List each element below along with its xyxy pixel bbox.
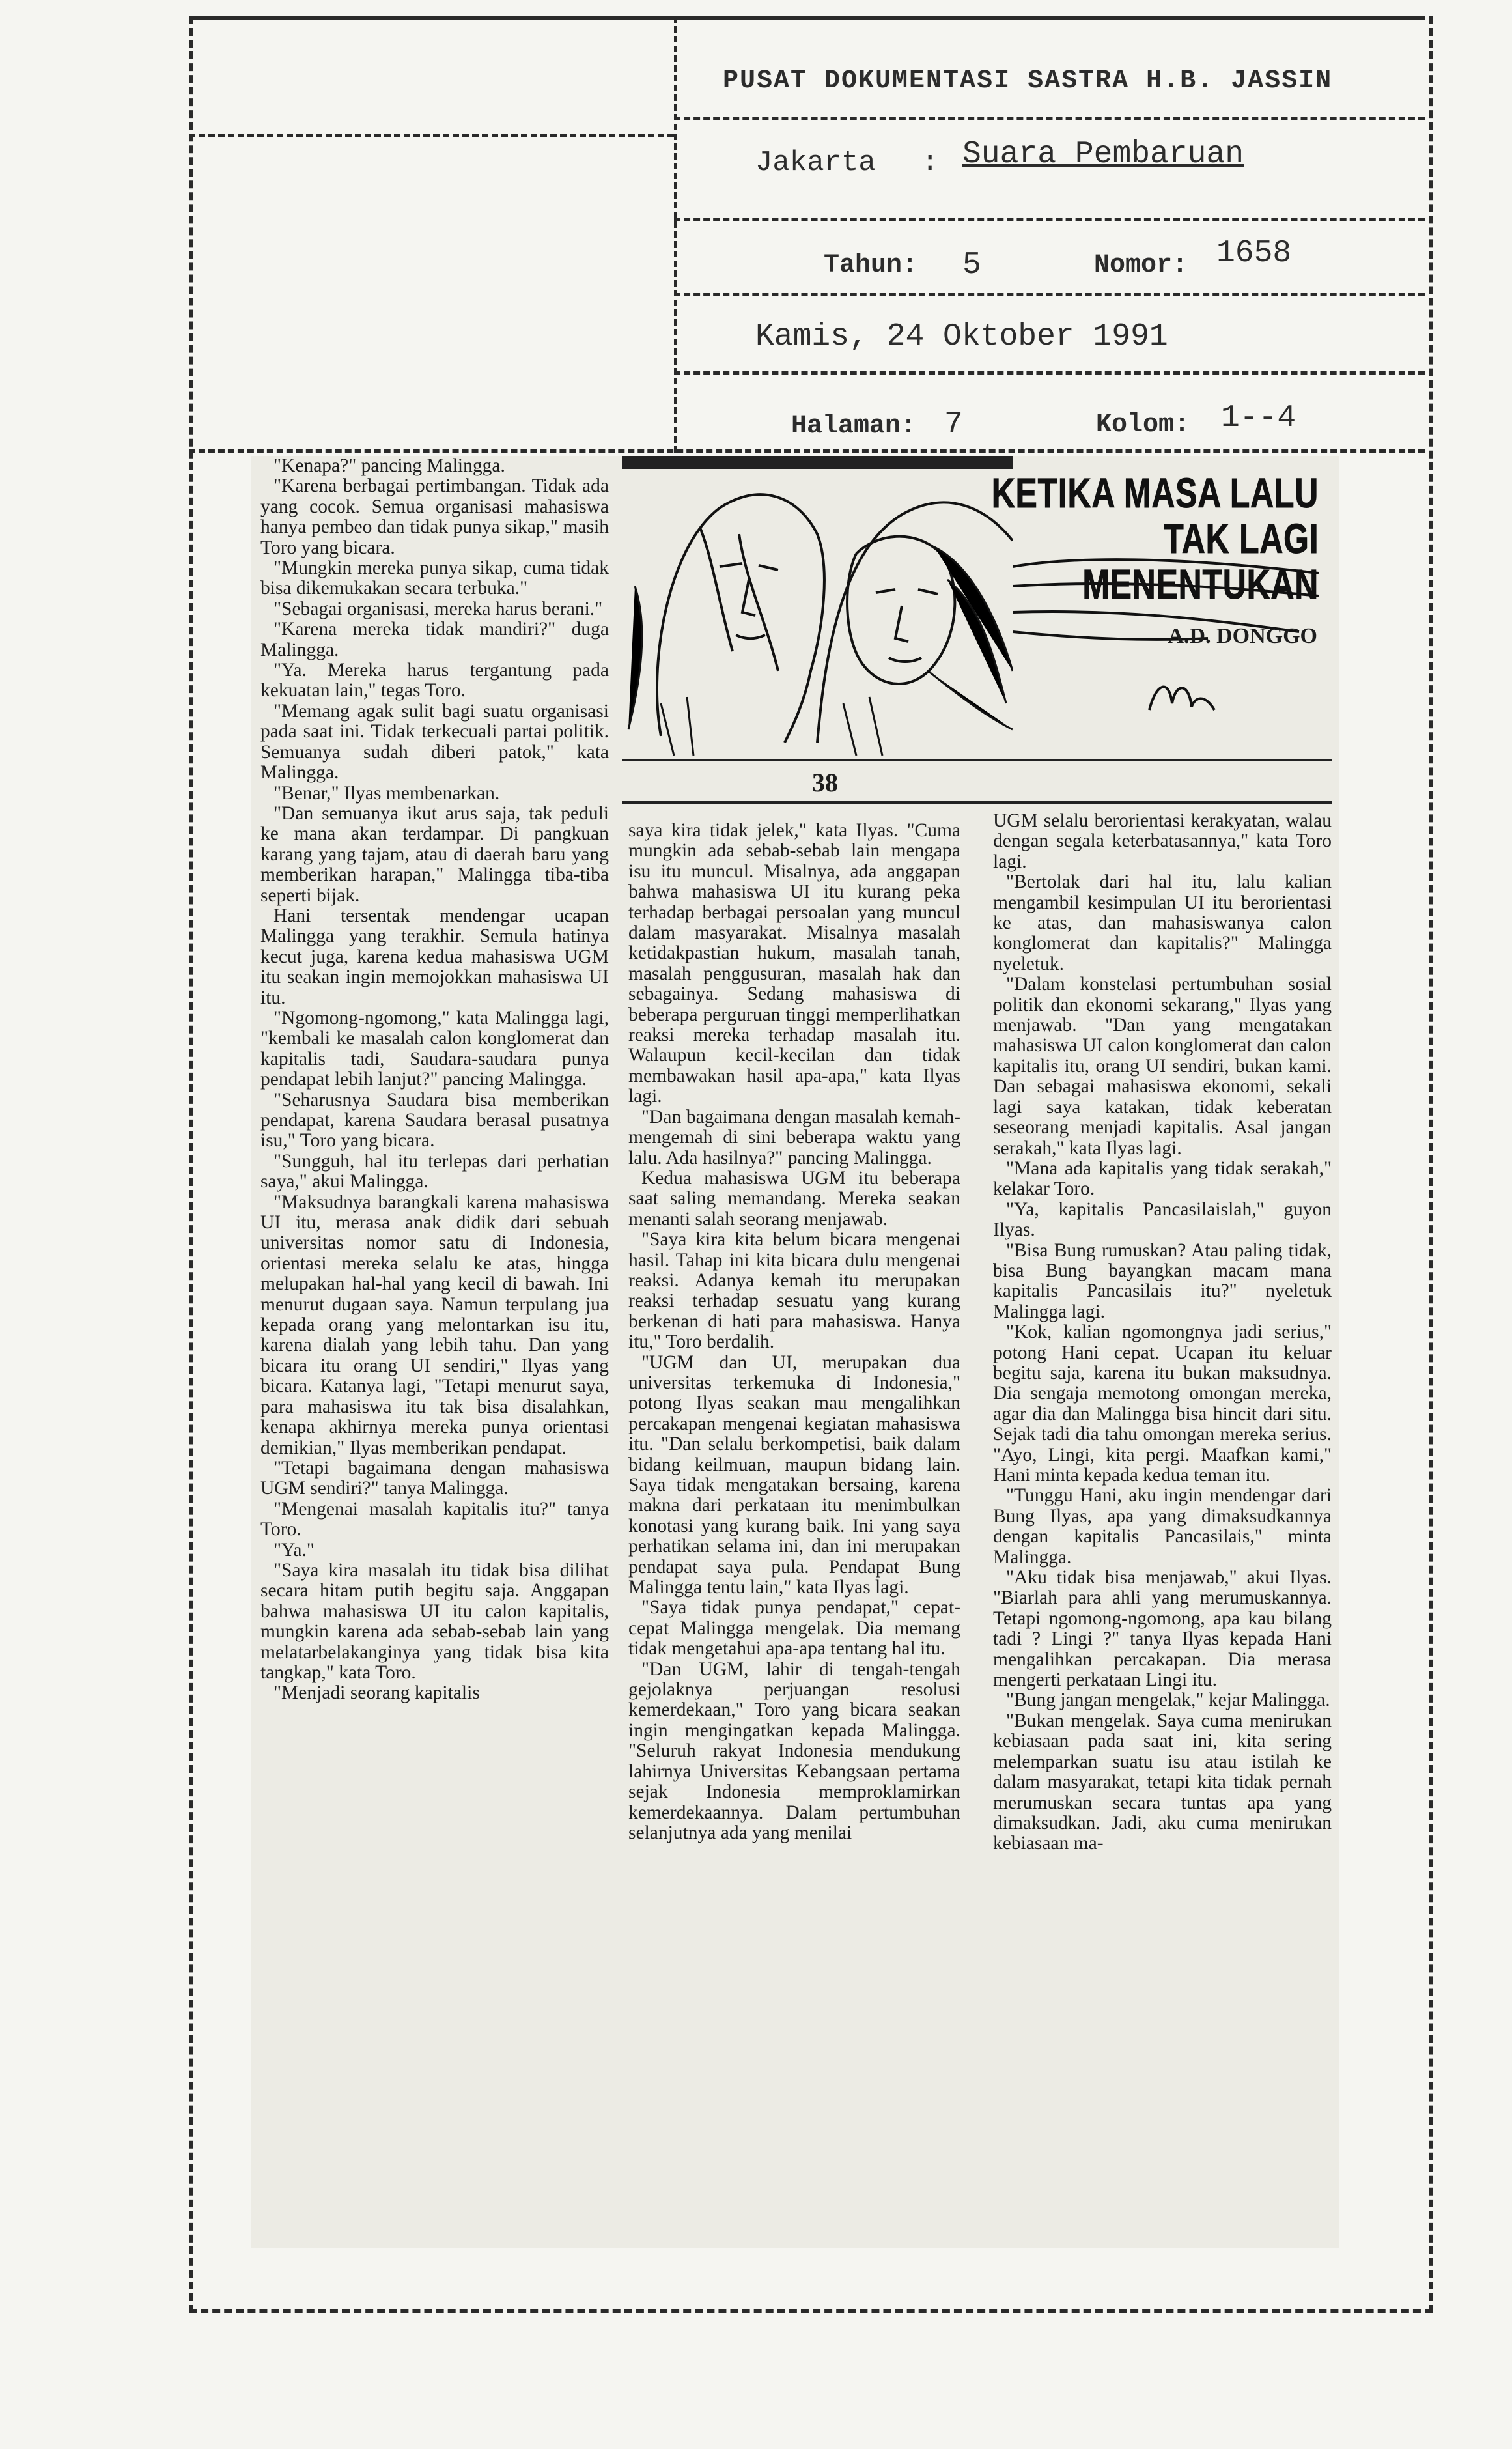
artist-signature-icon xyxy=(1143,671,1221,723)
tahun-value: 5 xyxy=(962,248,981,283)
paragraph: "Mana ada kapitalis yang tidak serakah," kelakar Toro. xyxy=(993,1157,1332,1200)
paragraph: "Menjadi seorang kapitalis xyxy=(273,1682,480,1704)
illustration-two-faces xyxy=(622,456,1013,756)
article-author: A.D. DONGGO xyxy=(1168,624,1317,648)
paragraph: "Saya kira masalah itu tidak bisa dilihat secara hitam putih begitu saja. Anggapan bahwa mahasiswa UI itu calon kapitalis, mungkin karena ada sebab-sebab lain yang melatarbelakanginya yang tidak bisa kita tangkap," kata Toro. xyxy=(260,1559,609,1683)
form-rule-1 xyxy=(674,117,1425,120)
paragraph: "Bertolak dari hal itu, lalu kalian mengambil kesimpulan UI itu berorientasi ke atas, dan mahasiswanya calon konglomerat dan kapitalis?" Malingga nyeletuk. xyxy=(993,871,1332,974)
paragraph: "Karena mereka tidak mandiri?" duga Malingga. xyxy=(260,619,609,660)
paragraph: "UGM dan UI, merupakan dua universitas terkemuka di Indonesia," potong Ilyas seakan mau mengalihkan percakapan mengenai kegiatan mahasiswa itu. "Dan selalu berkompetisi, baik dalam bidang keilmuan, maupun bidang lain. Saya tidak mengatakan bersaing, karena makna dari perkataan itu menimbulkan konotasi yang kurang baik. Ini yang saya perhatikan selama ini, dan ini merupakan pendapat saya pula. Pendapat Bung Malingga tentu lain," kata Ilyas lagi. xyxy=(628,1352,960,1598)
article-column-1 xyxy=(260,456,609,1704)
paragraph: "Seharusnya Saudara bisa memberikan pendapat, karena Saudara berasal pusatnya isu," Toro yang bicara. xyxy=(260,1089,609,1152)
form-rule-3 xyxy=(674,293,1425,296)
paragraph: "Saya tidak punya pendapat," cepat-cepat Malingga mengelak. Dia memang tidak mengetahui apa-apa tentang hal itu. xyxy=(628,1597,960,1660)
paragraph: Hani tersentak mendengar ucapan Malingga yang terakhir. Semula hatinya kecut juga, karena kedua mahasiswa UGM itu seakan ingin memojokkan mahasiswa UI itu. xyxy=(260,905,609,1008)
nomor-label: Nomor: xyxy=(1094,251,1188,280)
publication-name: Suara Pembaruan xyxy=(962,137,1244,172)
city-label: Jakarta xyxy=(755,147,876,179)
city-separator: : xyxy=(921,147,939,179)
paragraph: "Benar," Ilyas membenarkan. xyxy=(273,782,500,804)
paragraph: saya kira tidak jelek," kata Ilyas. "Cuma mungkin ada sebab-sebab lain mengapa isu itu muncul. Misalnya, ada anggapan bahwa mahasiswa UI itu kurang peka terhadap berbagai persoalan yang muncul dalam masyarakat. Misalnya masalah ketidakpastian hukum, masalah tanah, masalah penggusuran, masalah hak dan sebagainya. Sedang mahasiswa di beberapa perguruan tinggi memperlihatkan reaksi mereka terhadap masalah itu. Walaupun kecil-kecilan dan tidak membawakan hasil apa-apa," kata Ilyas lagi. xyxy=(628,820,960,1107)
halaman-value: 7 xyxy=(944,407,963,442)
form-divider-vertical xyxy=(674,16,677,453)
paragraph: "Maksudnya barangkali karena mahasiswa UI itu, merasa anak didik dari sebuah universitas nomor satu di Indonesia, orientasi mereka selalu ke atas, hingga melupakan hal-hal yang kecil di bawah. Ini menurut dugaan saya. Namun terpulang jua kepada orang yang melontarkan isu itu, karena dialah yang lebih tahu. Dan yang bicara itu orang UI sendiri," Ilyas yang bicara. Katanya lagi, "Tetapi menurut saya, para mahasiswa itu tak bisa disalahkan, kenapa akhirnya mereka punya orientasi demikian," Ilyas memberikan pendapat. xyxy=(260,1191,609,1458)
article-column-3 xyxy=(993,811,1332,1854)
paragraph: "Mengenai masalah kapitalis itu?" tanya Toro. xyxy=(260,1498,609,1540)
article-title-line-3: MENENTUKAN xyxy=(1082,561,1319,608)
paragraph: "Aku tidak bisa menjawab," akui Ilyas. "Biarlah para ahli yang merumuskannya. Tetapi ngomong-ngomong, apa kau bilang tadi ? Lingi ?" tanya Ilyas kepada Hani mengalihkan percakapan. Dia merasa mengerti perkataan Lingi itu. xyxy=(993,1567,1332,1691)
tahun-label: Tahun: xyxy=(824,251,918,280)
kolom-label: Kolom: xyxy=(1096,410,1190,440)
paragraph: "Ya, kapitalis Pancasilaislah," guyon Ilyas. xyxy=(993,1198,1332,1241)
paragraph: "Sebagai organisasi, mereka harus berani." xyxy=(273,598,603,619)
paragraph: "Dalam konstelasi pertumbuhan sosial politik dan ekonomi sekarang," Ilyas yang menjawab. "Dan yang mengatakan mahasiswa UI calon konglomerat dan calon kapitalis itu, orang UI sendiri, bukan kami. Dan sebagai mahasiswa ekonomi, sekali lagi saya katakan, tidak keberatan seseorang menjadi kapitalis. Asal jangan serakah," kata Ilyas lagi. xyxy=(993,974,1332,1159)
article-title-line-2: TAK LAGI xyxy=(1163,515,1319,562)
form-rule-2 xyxy=(674,218,1425,221)
date-line: Kamis, 24 Oktober 1991 xyxy=(755,319,1168,354)
page-number-rule xyxy=(622,801,1332,804)
paragraph: "Bisa Bung rumuskan? Atau paling tidak, bisa Bung bayangkan macam mana kapitalis Pancasilais itu?" nyeletuk Malingga lagi. xyxy=(993,1239,1332,1322)
header-separator xyxy=(622,759,1332,761)
kolom-value: 1--4 xyxy=(1221,401,1296,436)
form-rule-4 xyxy=(674,371,1425,375)
paragraph: "Dan bagaimana dengan masalah kemah-mengemah di sini beberapa waktu yang lalu. Ada hasilnya?" pancing Malingga. xyxy=(628,1106,960,1168)
form-left-rule xyxy=(189,134,674,137)
paragraph: "Sungguh, hal itu terlepas dari perhatian saya," akui Malingga. xyxy=(260,1150,609,1193)
paragraph: "Ngomong-ngomong," kata Malingga lagi, "kembali ke masalah calon konglomerat dan kapitalis tadi, Saudara-saudara punya pendapat lebih lanjut?" pancing Malingga. xyxy=(260,1007,609,1090)
paragraph: "Ya. Mereka harus tergantung pada kekuatan lain," tegas Toro. xyxy=(260,660,609,701)
paragraph: "Tunggu Hani, aku ingin mendengar dari Bung Ilyas, apa yang dimaksudkannya dengan kapitalis Pancasilais," minta Malingga. xyxy=(993,1485,1332,1568)
paragraph: "Saya kira kita belum bicara mengenai hasil. Tahap ini kita bicara dulu mengenai reaksi. Adanya kemah itu merupakan reaksi terhadap sesuatu yang kurang berkenan di hati para mahasiswa. Hanya itu," Toro berdalih. xyxy=(628,1229,960,1353)
paragraph: "Bung jangan mengelak," kejar Malingga. xyxy=(1006,1690,1330,1711)
paragraph: UGM selalu berorientasi kerakyatan, walau dengan segala keterbatasannya," kata Toro lagi. xyxy=(993,810,1332,872)
paragraph: "Kok, kalian ngomongnya jadi serius," potong Hani cepat. Ucapan itu keluar begitu saja, karena itu bukan maksudnya. Dia sengaja memotong omongan mereka, agar dia dan Malingga bisa hincit dari situ. Sejak tadi dia tahu omongan mereka serius. "Ayo, Lingi, kita pergi. Maafkan kami," Hani minta kepada kedua teman itu. xyxy=(993,1322,1332,1486)
paragraph: "Kenapa?" pancing Malingga. xyxy=(273,455,505,476)
article-column-2 xyxy=(628,821,960,1843)
paragraph: "Tetapi bagaimana dengan mahasiswa UGM sendiri?" tanya Malingga. xyxy=(260,1457,609,1499)
paragraph: "Ya." xyxy=(273,1539,315,1561)
halaman-label: Halaman: xyxy=(791,412,917,441)
paragraph: "Karena berbagai pertimbangan. Tidak ada yang cocok. Semua organisasi mahasiswa hanya pembeo dan tidak punya sikap," masih Toro yang bicara. xyxy=(260,475,609,558)
paragraph: "Dan semuanya ikut arus saja, tak peduli ke mana akan terdampar. Di pangkuan karang yang tajam, atau di daerah baru yang memberikan harapan," Malingga tiba-tiba seperti bijak. xyxy=(260,802,609,906)
paragraph: "Mungkin mereka punya sikap, cuma tidak bisa dikemukakan secara terbuka." xyxy=(260,558,609,599)
paragraph: "Memang agak sulit bagi suatu organisasi pada saat ini. Tidak terkecuali partai politik. Semuanya sudah diberi patok," kata Malingga. xyxy=(260,700,609,784)
form-rule-5 xyxy=(189,449,1425,453)
institution-header: PUSAT DOKUMENTASI SASTRA H.B. JASSIN xyxy=(723,66,1333,96)
paragraph: "Bukan mengelak. Saya cuma menirukan kebiasaan pada saat ini, kita sering melemparkan suatu isu atau istilah ke dalam masyarakat, tetapi kita tidak pernah merumuskan secara tuntas apa yang dimaksudkan. Jadi, aku cuma menirukan kebiasaan ma- xyxy=(993,1710,1332,1854)
newspaper-clipping xyxy=(251,456,1339,2248)
paragraph: Kedua mahasiswa UGM itu beberapa saat saling memandang. Mereka seakan menanti salah seorang menjawab. xyxy=(628,1167,960,1230)
paragraph: "Dan UGM, lahir di tengah-tengah gejolaknya perjuangan resolusi kemerdekaan," Toro yang bicara seakan ingin mengingatkan kepada Malingga. "Seluruh rakyat Indonesia mendukung lahirnya Universitas Kebangsaan pertama sejak Indonesia memproklamirkan kemerdekaannya. Dalam pertumbuhan selanjutnya ada yang menilai xyxy=(628,1658,960,1843)
article-title-line-1: KETIKA MASA LALU xyxy=(991,470,1319,517)
nomor-value: 1658 xyxy=(1216,236,1292,271)
page-number: 38 xyxy=(812,768,838,797)
article-header xyxy=(622,456,1332,756)
